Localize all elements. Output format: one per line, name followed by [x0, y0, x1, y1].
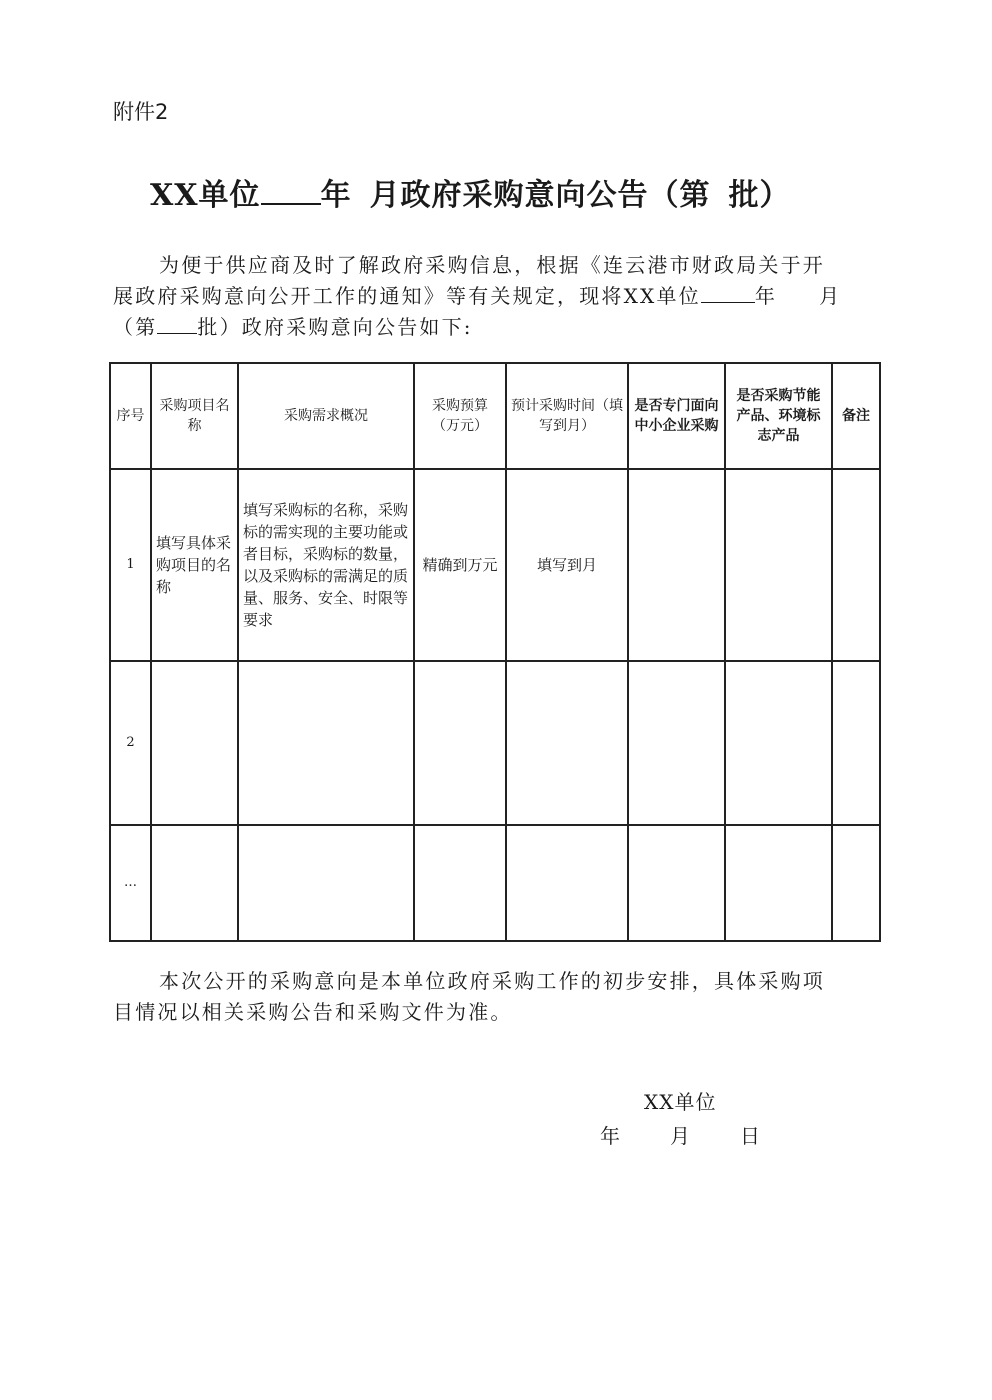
closing-paragraph — [113, 966, 858, 1028]
title-batch: 批） — [728, 178, 791, 213]
row-project-name — [151, 661, 238, 825]
signature-year: 年 — [600, 1124, 621, 1148]
row-remarks — [832, 825, 880, 941]
header-seq: 序号 — [110, 363, 151, 469]
attachment-label: 附件2 — [113, 100, 169, 124]
row-project-name: 填写具体采购项目的名称 — [151, 469, 238, 661]
row-requirements — [238, 825, 414, 941]
row-budget: 精确到万元 — [414, 469, 506, 661]
title-unit: XX单位 — [150, 178, 261, 213]
row-seq: … — [110, 825, 151, 941]
table-header-row — [110, 363, 880, 469]
row-project-name — [151, 825, 238, 941]
intro-batch-blank — [157, 313, 197, 334]
header-project-name: 采购项目名称 — [151, 363, 238, 469]
signature-date — [600, 1120, 761, 1149]
row-energy — [725, 661, 832, 825]
header-sme: 是否专门面向中小企业采购 — [628, 363, 725, 469]
closing-line-2: 目情况以相关采购公告和采购文件为准。 — [113, 1000, 513, 1024]
intro-month: 月 — [819, 284, 842, 308]
row-energy — [725, 825, 832, 941]
row-budget — [414, 661, 506, 825]
title-year-blank — [261, 179, 321, 205]
row-remarks — [832, 469, 880, 661]
table-row — [110, 661, 880, 825]
intro-line-1: 为便于供应商及时了解政府采购信息，根据《连云港市财政局关于开 — [159, 253, 825, 277]
row-requirements — [238, 661, 414, 825]
row-budget — [414, 825, 506, 941]
title-year: 年 — [320, 178, 352, 213]
row-energy — [725, 469, 832, 661]
title-month-notice: 月政府采购意向公告（第 — [369, 178, 711, 213]
intro-line-3: 批）政府采购意向公告如下: — [197, 315, 473, 339]
header-time: 预计采购时间（填写到月） — [506, 363, 628, 469]
row-seq: 2 — [110, 661, 151, 825]
table-row — [110, 469, 880, 661]
intro-paragraph — [113, 250, 858, 343]
document-title — [150, 170, 850, 214]
intro-line-2: 展政府采购意向公开工作的通知》等有关规定，现将XX单位 — [113, 284, 701, 308]
signature-day: 日 — [740, 1124, 761, 1148]
row-time — [506, 825, 628, 941]
row-sme — [628, 661, 725, 825]
row-requirements: 填写采购标的名称，采购标的需实现的主要功能或者目标，采购标的数量，以及采购标的需满足的质量、服务、安全、时限等要求 — [238, 469, 414, 661]
header-energy: 是否采购节能产品、环境标志产品 — [725, 363, 832, 469]
intro-year: 年 — [754, 284, 778, 308]
row-sme — [628, 825, 725, 941]
table-row — [110, 825, 880, 941]
row-time: 填写到月 — [506, 469, 628, 661]
closing-line-1: 本次公开的采购意向是本单位政府采购工作的初步安排，具体采购项 — [159, 969, 825, 993]
row-sme — [628, 469, 725, 661]
procurement-intent-table — [109, 362, 881, 942]
row-seq: 1 — [110, 469, 151, 661]
header-budget: 采购预算（万元） — [414, 363, 506, 469]
row-time — [506, 661, 628, 825]
signature-unit: XX单位 — [644, 1090, 717, 1114]
signature-month: 月 — [670, 1124, 691, 1148]
intro-year-blank — [701, 282, 755, 303]
header-requirements: 采购需求概况 — [238, 363, 414, 469]
intro-batch-open: （第 — [113, 315, 158, 339]
row-remarks — [832, 661, 880, 825]
header-remarks: 备注 — [832, 363, 880, 469]
